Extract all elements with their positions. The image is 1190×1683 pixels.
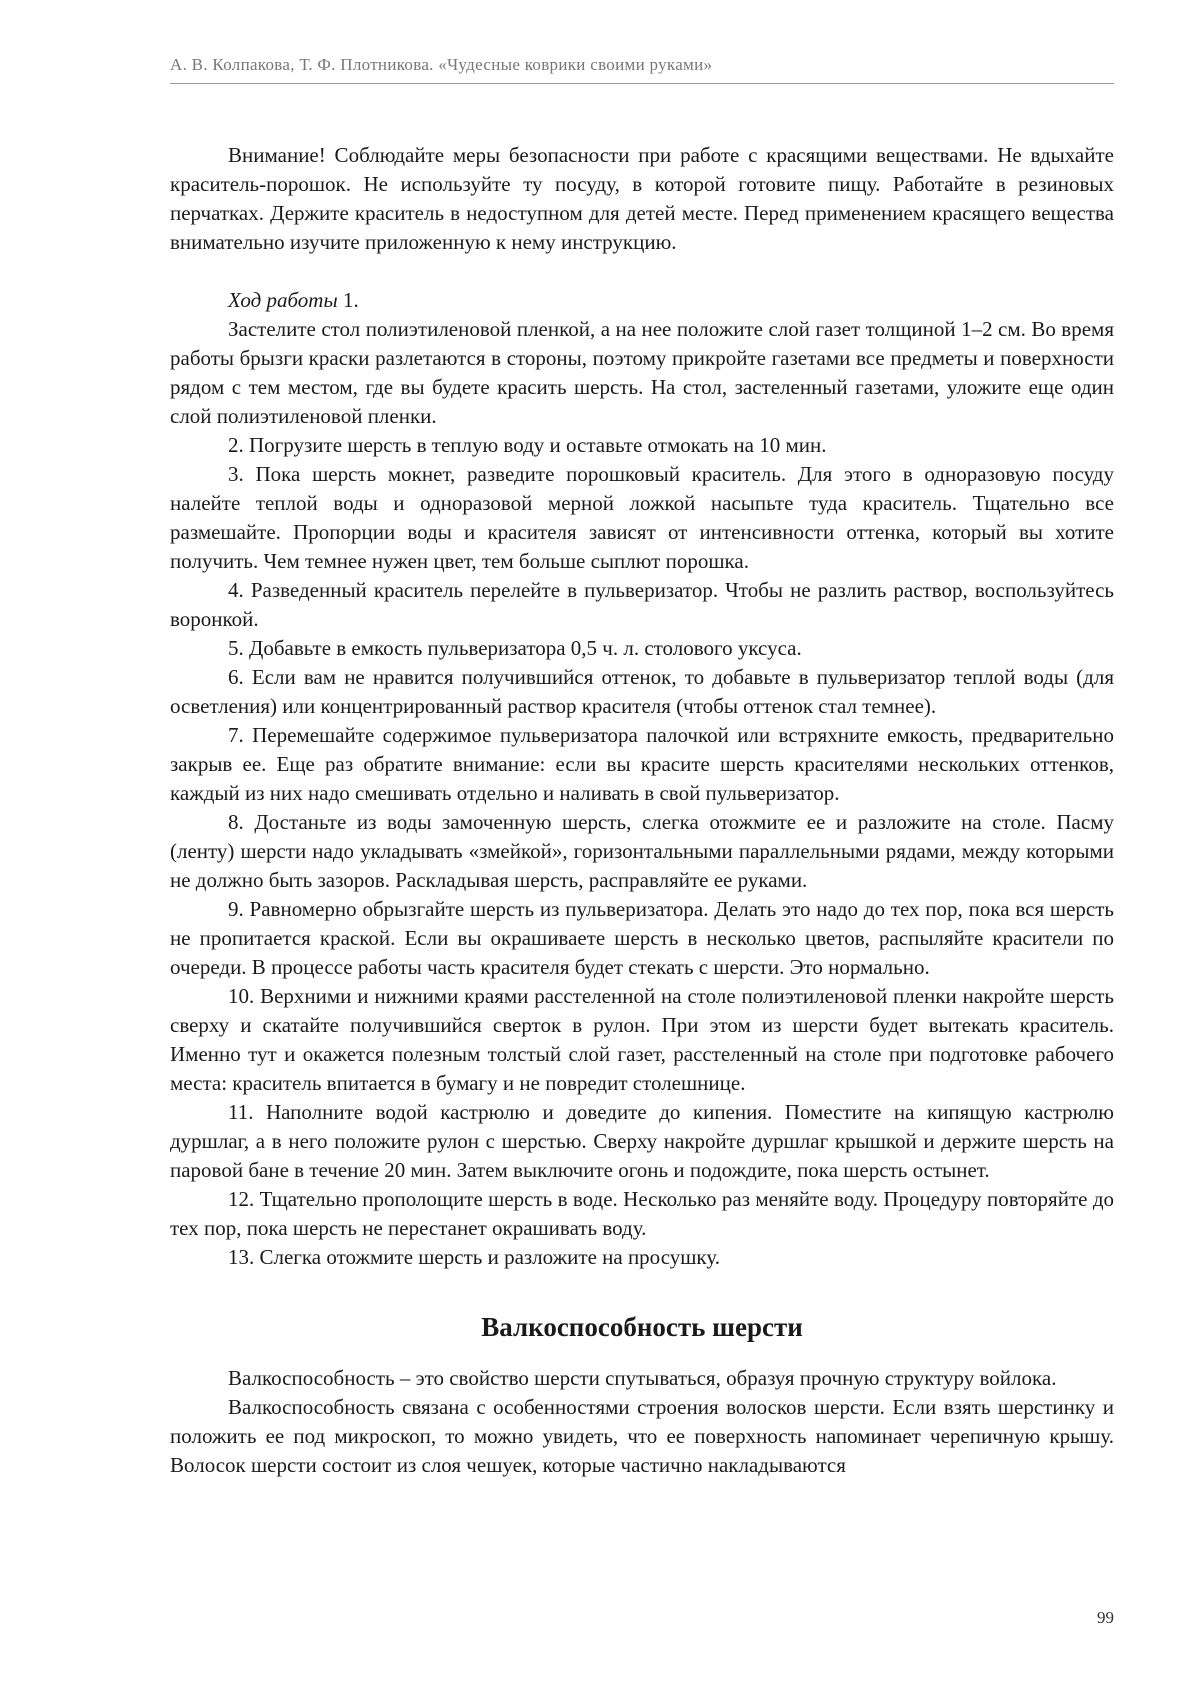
step-13: 13. Слегка отожмите шерсть и разложите на просушку. [228,1245,720,1269]
procedure-title: Ход работы [228,288,338,312]
safety-warning [170,141,1114,257]
step-3: 3. Пока шерсть мокнет, разведите порошковый краситель. Для этого в одноразовую посуду налейте теплой воды и одноразовой мерной ложкой насыпьте туда краситель. Тщательно все размешайте. Пропорции воды и красителя зависят от интенсивности оттенка, который вы хотите получить. Чем темнее нужен цвет, тем больше сыплют порошка. [170,462,1114,573]
step-5: 5. Добавьте в емкость пульверизатора 0,5 ч. л. столового уксуса. [228,636,802,660]
step-11: 11. Наполните водой кастрюлю и доведите до кипения. Поместите на кипящую кастрюлю дуршлаг, а в него положите рулон с шерстью. Сверху накройте дуршлаг крышкой и держите шерсть на паровой бане в течение 20 мин. Затем выключите огонь и подождите, пока шерсть остынет. [170,1100,1114,1182]
step-10: 10. Верхними и нижними краями расстеленной на столе полиэтиленовой пленки накройте шерсть сверху и скатайте получившийся сверток в рулон. При этом из шерсти будет вытекать краситель. Именно тут и окажется полезным толстый слой газет, расстеленный на столе при подготовке рабочего места: краситель впитается в бумагу и не повредит столешнице. [170,984,1114,1095]
section-paragraph-1: Валкоспособность – это свойство шерсти спутываться, образуя прочную структуру войлока. [228,1366,1057,1390]
step-12: 12. Тщательно прополощите шерсть в воде. Несколько раз меняйте воду. Процедуру повторяйте до тех пор, пока шерсть не перестанет окрашивать воду. [170,1187,1114,1240]
step-9: 9. Равномерно обрызгайте шерсть из пульверизатора. Делать это надо до тех пор, пока вся шерсть не пропитается краской. Если вы окрашиваете шерсть в несколько цветов, распыляйте красители по очереди. В процессе работы часть красителя будет стекать с шерсти. Это нормально. [170,897,1114,979]
step-1-number: 1. [337,288,359,312]
step-2: 2. Погрузите шерсть в теплую воду и оставьте отмокать на 10 мин. [228,433,827,457]
page-number: 99 [1097,1608,1114,1627]
step-1: Застелите стол полиэтиленовой пленкой, а на нее положите слой газет толщиной 1–2 см. Во время работы брызги краски разлетаются в стороны, поэтому прикройте газетами все предметы и поверхности рядом с тем местом, где вы будете красить шерсть. На стол, застеленный газетами, уложите еще один слой полиэтиленовой пленки. [170,317,1114,428]
step-8: 8. Достаньте из воды замоченную шерсть, слегка отожмите ее и разложите на столе. Пасму (ленту) шерсти надо укладывать «змейкой», горизонтальными параллельными рядами, между которыми не должно быть зазоров. Раскладывая шерсть, расправляйте ее руками. [170,810,1114,892]
warning-paragraph: Внимание! Соблюдайте меры безопасности при работе с красящими веществами. Не вдыхайте краситель-порошок. Не используйте ту посуду, в которой готовите пищу. Работайте в резиновых перчатках. Держите краситель в недоступном для детей месте. Перед применением красящего вещества внимательно изучите приложенную к нему инструкцию. [170,143,1114,254]
section-body [170,1364,1114,1480]
step-4: 4. Разведенный краситель перелейте в пульверизатор. Чтобы не разлить раствор, воспользуйтесь воронкой. [170,578,1114,631]
procedure-section [170,286,1114,1272]
procedure-title-line [170,286,1114,315]
step-6: 6. Если вам не нравится получившийся оттенок, то добавьте в пульверизатор теплой воды (для осветления) или концентрированный раствор красителя (чтобы оттенок стал темнее). [170,665,1114,718]
running-header: А. В. Колпакова, Т. Ф. Плотникова. «Чудесные коврики своими руками» [170,55,1114,84]
section-paragraph-2: Валкоспособность связана с особенностями строения волосков шерсти. Если взять шерстинку и положить ее под микроскоп, то можно увидеть, что ее поверхность напоминает черепичную крышу. Волосок шерсти состоит из слоя чешуек, которые частично накладываются [170,1395,1114,1477]
section-heading: Валкоспособность шерсти [481,1312,803,1342]
step-7: 7. Перемешайте содержимое пульверизатора палочкой или встряхните емкость, предварительно закрыв ее. Еще раз обратите внимание: если вы красите шерсть красителями нескольких оттенков, каждый из них надо смешивать отдельно и наливать в свой пульверизатор. [170,723,1114,805]
